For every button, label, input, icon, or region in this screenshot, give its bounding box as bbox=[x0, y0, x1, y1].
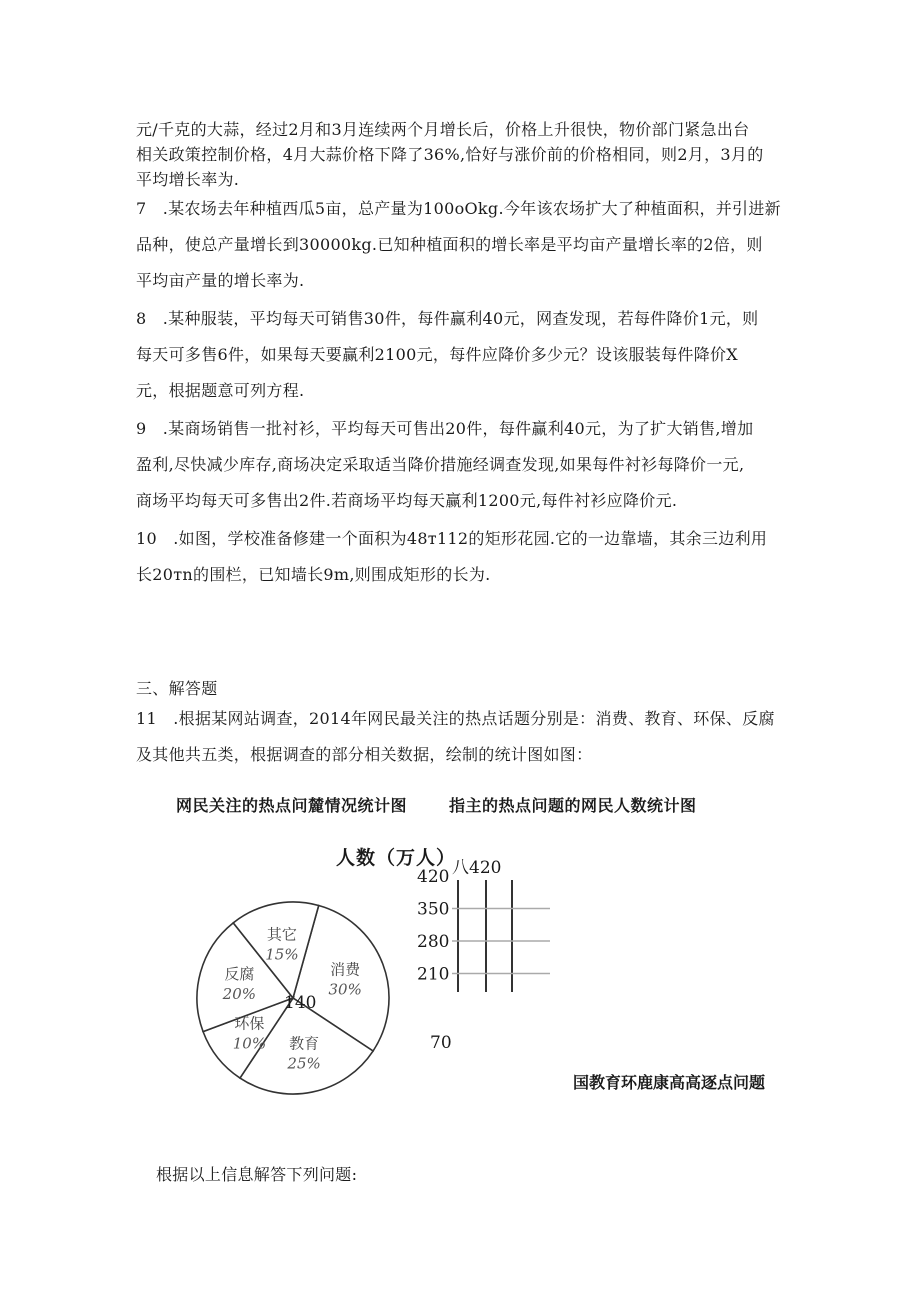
q10-line-1: 10 .如图，学校准备修建一个面积为48т112的矩形花园.它的一边靠墙，其余三边利用 bbox=[136, 529, 768, 548]
pie-chart-title: 网民关注的热点问麓情况统计图 bbox=[176, 796, 408, 815]
q7-line-1: 7 .某农场去年种植西瓜5亩，总产量为100oOkg.今年该农场扩大了种植面积，并引进新 bbox=[136, 199, 781, 218]
pie-slice-name-0: 消费 bbox=[330, 960, 361, 979]
q11-line-1: 11 .根据某网站调查，2014年网民最关注的热点话题分别是：消费、教育、环保、反腐 bbox=[136, 709, 775, 728]
pie-slice-label-4: 15% bbox=[265, 945, 299, 964]
bar-y-tick-2: 280 bbox=[417, 932, 450, 952]
bar-y-axis-title: 人数（万人） bbox=[336, 847, 457, 869]
bar-x-axis-label: 国教育环鹿康高高逐点问题 bbox=[573, 1073, 766, 1092]
p6-line-1: 元/千克的大蒜，经过2月和3月连续两个月增长后，价格上升很快，物价部门紧急出台 bbox=[136, 120, 750, 139]
bar-y-tick-4: 70 bbox=[430, 1033, 452, 1053]
pie-slice-label-1: 25% bbox=[287, 1054, 321, 1073]
bar-chart-title: 指主的热点问题的网民人数统计图 bbox=[449, 796, 697, 815]
q8-line-3: 元，根据题意可列方程. bbox=[136, 381, 305, 400]
q7-line-2: 品种，使总产量增长到30000kg.已知种植面积的增长率是平均亩产量增长率的2倍，则 bbox=[136, 235, 763, 254]
p6-line-3: 平均增长率为. bbox=[136, 170, 240, 189]
pie-slice-name-2: 环保 bbox=[234, 1014, 265, 1033]
closing-line: 根据以上信息解答下列问题: bbox=[156, 1165, 358, 1184]
bar-y-tick-0: 420 bbox=[417, 867, 450, 887]
pie-slice-name-4: 其它 bbox=[266, 925, 297, 944]
pie-slice-label-0: 30% bbox=[328, 980, 362, 999]
q9-line-1: 9 .某商场销售一批衬衫，平均每天可售出20件，每件赢利40元，为了扩大销售,增加 bbox=[136, 419, 754, 438]
pie-slice-label-2: 10% bbox=[232, 1034, 267, 1053]
bar-axis-top-label: 八420 bbox=[452, 858, 502, 878]
pie-slice-label-3: 20% bbox=[222, 985, 257, 1004]
q9-line-2: 盈利,尽快减少库存,商场决定采取适当降价措施经调查发现,如果每件衬衫每降价一元, bbox=[136, 455, 745, 474]
bar-y-tick-3: 210 bbox=[417, 964, 450, 985]
section-heading: 三、解答题 bbox=[136, 679, 218, 698]
q8-line-1: 8 .某种服装，平均每天可销售30件，每件赢利40元，网查发现，若每件降价1元，则 bbox=[136, 309, 759, 328]
bar-chart-grid bbox=[400, 860, 560, 1060]
q8-line-2: 每天可多售6件，如果每天要赢利2100元，每件应降价多少元？设该服装每件降价X bbox=[136, 345, 738, 364]
pie-slice-name-3: 反腐 bbox=[224, 965, 255, 984]
p6-line-2: 相关政策控制价格，4月大蒜价格下降了36%,恰好与涨价前的价格相同，则2月，3月的 bbox=[136, 145, 764, 164]
pie-slice-name-1: 教育 bbox=[289, 1034, 320, 1053]
q9-line-3: 商场平均每天可多售出2件.若商场平均每天赢利1200元,每件衬衫应降价元. bbox=[136, 491, 678, 510]
q11-line-2: 及其他共五类，根据调查的部分相关数据，绘制的统计图如图： bbox=[136, 745, 593, 764]
pie-center-label: 140 bbox=[284, 993, 317, 1013]
q7-line-3: 平均亩产量的增长率为. bbox=[136, 271, 305, 290]
bar-y-tick-1: 350 bbox=[417, 899, 450, 920]
q10-line-2: 长20тn的围栏，已知墙长9m,则围成矩形的长为. bbox=[136, 565, 491, 584]
